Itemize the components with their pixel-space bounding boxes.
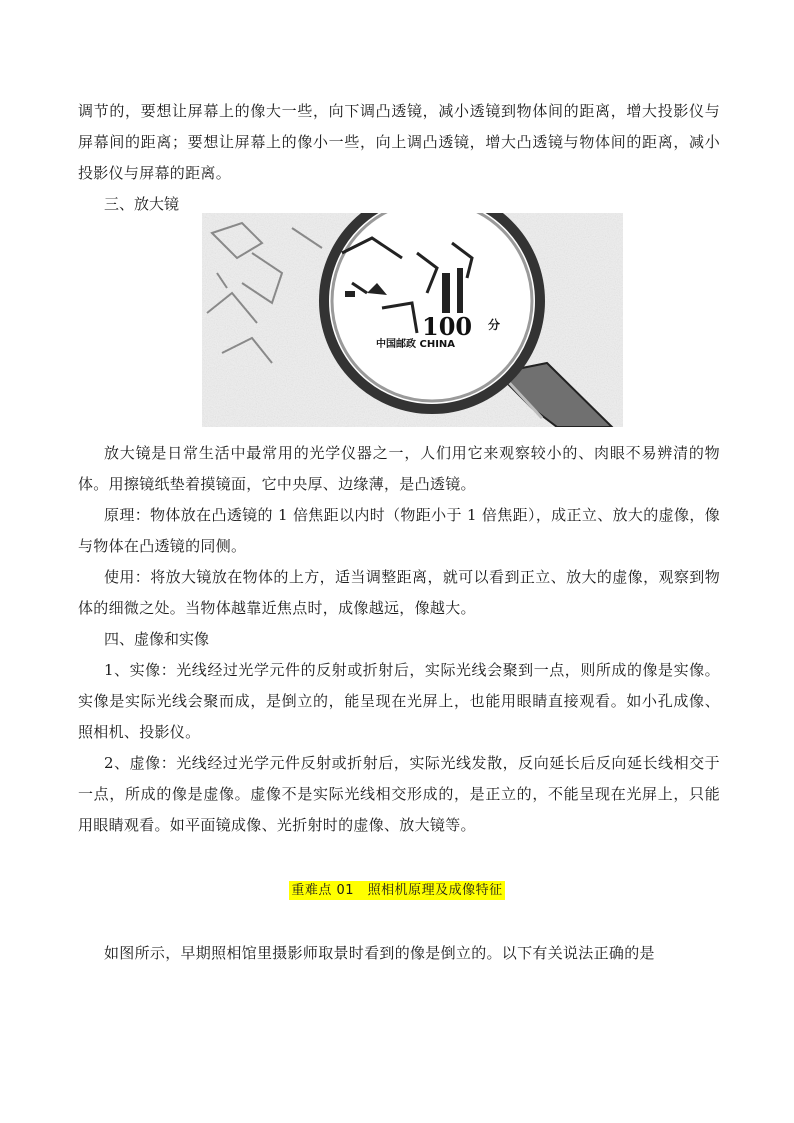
stamp-caption: 中国邮政 CHINA: [376, 339, 456, 350]
stamp-value: 100: [422, 312, 473, 341]
section-4-title: 四、虚像和实像: [104, 630, 210, 648]
intro-paragraph: 调节的，要想让屏幕上的像大一些，向下调凸透镜，减小透镜到物体间的距离，增大投影仪与屏幕间的距离；要想让屏幕上的像小一些，向上调凸透镜，增大凸透镜与物体间的距离，减小投影仪与屏幕的距离。: [78, 102, 720, 182]
key-point-heading: [0, 878, 794, 903]
virtual-image-paragraph: 2、虚像：光线经过光学元件反射或折射后，实际光线发散，反向延长后反向延长线相交于一点，所成的像是虚像。虚像不是实际光线相交形成的，是正立的，不能呈现在光屏上，只能用眼睛观看。如平面镜成像、光折射时的虚像、放大镜等。: [78, 754, 720, 834]
magnifier-principle: 原理：物体放在凸透镜的 1 倍焦距以内时（物距小于 1 倍焦距），成正立、放大的虚像，像与物体在凸透镜的同侧。: [78, 506, 720, 555]
magnifier-description: 放大镜是日常生活中最常用的光学仪器之一，人们用它来观察较小的、肉眼不易辨清的物体。用擦镜纸垫着摸镜面，它中央厚、边缘薄，是凸透镜。: [78, 444, 720, 493]
question-block: [78, 938, 720, 969]
section-3-title: 三、放大镜: [104, 195, 180, 213]
question-text: 如图所示，早期照相馆里摄影师取景时看到的像是倒立的。以下有关说法正确的是: [104, 944, 655, 962]
magnifier-stamp-illustration: [202, 213, 623, 427]
key-point-title: 重难点 01 照相机原理及成像特征: [291, 883, 503, 898]
magnifier-section: [78, 438, 720, 841]
magnifier-usage: 使用：将放大镜放在物体的上方，适当调整距离，就可以看到正立、放大的虚像，观察到物体的细微之处。当物体越靠近焦点时，成像越远，像越大。: [78, 568, 720, 617]
magnifier-figure: [202, 213, 623, 427]
real-image-paragraph: 1、实像：光线经过光学元件的反射或折射后，实际光线会聚到一点，则所成的像是实像。实像是实际光线会聚而成，是倒立的，能呈现在光屏上，也能用眼睛直接观看。如小孔成像、照相机、投影仪。: [78, 661, 720, 741]
intro-block: [78, 96, 720, 220]
stamp-unit: 分: [488, 318, 501, 332]
